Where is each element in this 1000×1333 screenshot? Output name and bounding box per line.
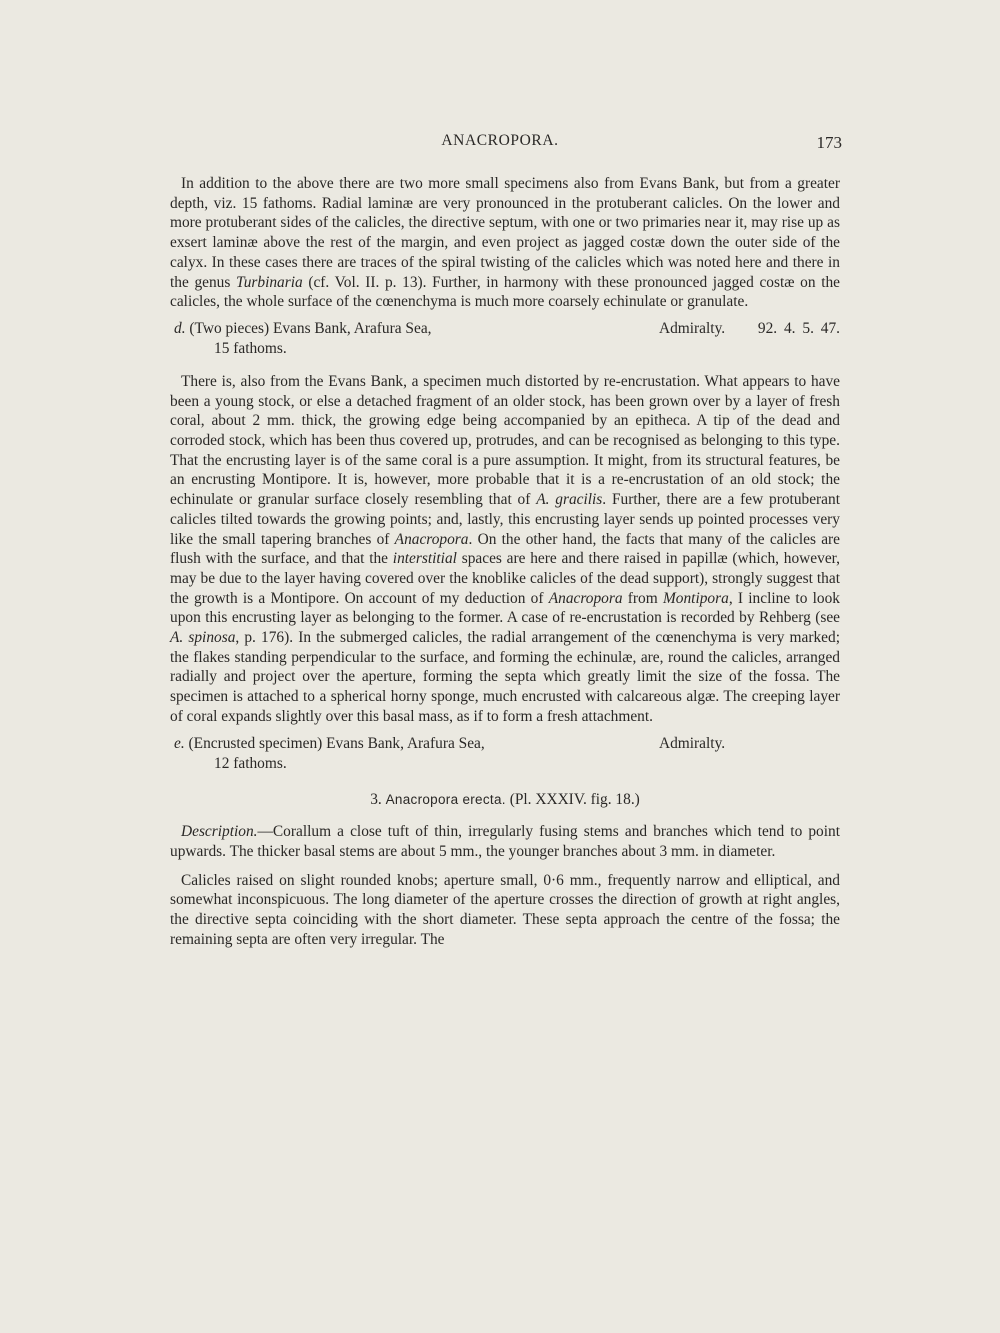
specimen-entry-d xyxy=(170,319,840,359)
section-species: Anacropora erecta. xyxy=(385,791,506,807)
section-heading xyxy=(170,790,840,810)
page-header xyxy=(0,132,1000,156)
specimen-authority: Admiralty. xyxy=(659,319,726,337)
specimen-letter: d. xyxy=(174,319,186,337)
species-name: A. spinosa xyxy=(170,629,236,647)
specimen-registration: 92. 4. 5. 47. xyxy=(757,319,840,337)
text-run: , p. 176). In the submerged calicles, the radial arrangement of the cœnenchyma is very marked; the flakes standing perpendicular to the surface, and forming the echinulæ, are, round the calicles, arranged radially and project over the aperture, forming the septa which greatly limit the size of the fossa. The specimen is attached to a spherical horny sponge, much encrusted with calcareous algæ. The creeping layer of coral expands slightly over this basal mass, as if to form a fresh attachment. xyxy=(170,629,840,725)
running-title: ANACROPORA. xyxy=(441,132,559,149)
plate-reference: (Pl. XXXIV. fig. 18.) xyxy=(509,790,640,808)
paragraph-description xyxy=(170,822,840,861)
species-name: A. gracilis xyxy=(536,491,603,509)
paragraph-calicles xyxy=(170,871,840,950)
text-run: . On the other hand, the facts that many of the calicles are flush with the surface, and that the xyxy=(170,530,840,568)
calicles-text: Calicles raised on slight rounded knobs; aperture small, 0·6 mm., frequently narrow and elliptical, and somewhat inconspicuous. The long diameter of the aperture crosses the direction of growth at right angles, the directive septa coinciding with the short diameter. These septa approach the centre of the fossa; the remaining septa are often very irregular. The xyxy=(170,871,840,948)
specimen-entry-e xyxy=(170,734,840,774)
term-italic: interstitial xyxy=(392,550,457,568)
text-run: . Further, there are a few protuberant calicles tilted towards the growing points; and, lastly, this encrusting layer sends up pointed processes very like the small tapering branches of xyxy=(170,491,840,548)
genus-name: Anacropora xyxy=(548,589,623,607)
paragraph-re-encrustation xyxy=(170,372,840,727)
page-body xyxy=(170,174,840,959)
specimen-locality: (Encrusted specimen) Evans Bank, Arafura Sea, xyxy=(188,734,485,752)
text-run: , I incline to look upon this encrusting layer as belonging to the former. A case of re-encrustation is recorded by Rehberg (see xyxy=(170,589,840,627)
specimen-locality: (Two pieces) Evans Bank, Arafura Sea, xyxy=(189,319,432,337)
specimen-depth: 12 fathoms. xyxy=(214,754,287,772)
text-run: In addition to the above there are two more small specimens also from Evans Bank, but from a greater depth, viz. 15 fathoms. Radial laminæ are very pronounced in the protuberant calicles. On the lower and more protuberant sides of the calicles, the directive septum, with one or two primaries near it, may rise up as exsert laminæ above the rest of the margin, and even project as jagged costæ down the outer side of the calyx. In these cases there are traces of the spiral twisting of the calicles which was noted here and there in the genus xyxy=(170,175,840,291)
specimen-authority: Admiralty. xyxy=(659,734,726,752)
specimen-letter: e. xyxy=(174,734,185,752)
specimen-label xyxy=(174,734,485,754)
specimen-label xyxy=(174,319,432,339)
text-run: (cf. Vol. II. p. 13). Further, in harmony with these pronounced jagged costæ on the calicles, the whole surface of the cœnenchyma is much more coarsely echinulate or granulate. xyxy=(170,273,840,311)
description-label: Description. xyxy=(181,823,258,841)
page-number: 173 xyxy=(816,133,842,152)
specimen-depth: 15 fathoms. xyxy=(214,339,287,357)
paragraph-additional-specimens xyxy=(170,174,840,312)
text-run: There is, also from the Evans Bank, a specimen much distorted by re-encrustation. What appears to have been a young stock, or else a detached fragment of an older stock, has been grown over by a layer of fresh coral, about 2 mm. thick, the growing edge being accompanied by an epitheca. A tip of the dead and corroded stock, which has been thus covered up, protrudes, and can be recognised as belonging to this type. That the encrusting layer is of the same coral is a pure assumption. It might, from its structural features, be an encrusting Montipore. It is, however, more probable that it is a re-encrustation of an old stock; the echinulate or granular surface closely resembling that of xyxy=(170,372,840,509)
text-run: spaces are here and there raised in papillæ (which, however, may be due to the layer having covered over the knoblike calicles of the dead support), strongly suggest that the growth is a Montipore. On account of my deduction of xyxy=(170,550,841,607)
section-number: 3. xyxy=(370,790,382,808)
text-run: from xyxy=(622,589,663,607)
genus-name: Montipora xyxy=(662,589,729,607)
genus-name: Turbinaria xyxy=(235,273,303,291)
genus-name: Anacropora xyxy=(394,530,469,548)
description-text: —Corallum a close tuft of thin, irregularly fusing stems and branches which tend to point upwards. The thicker basal stems are about 5 mm., the younger branches about 3 mm. in diameter. xyxy=(170,823,840,860)
